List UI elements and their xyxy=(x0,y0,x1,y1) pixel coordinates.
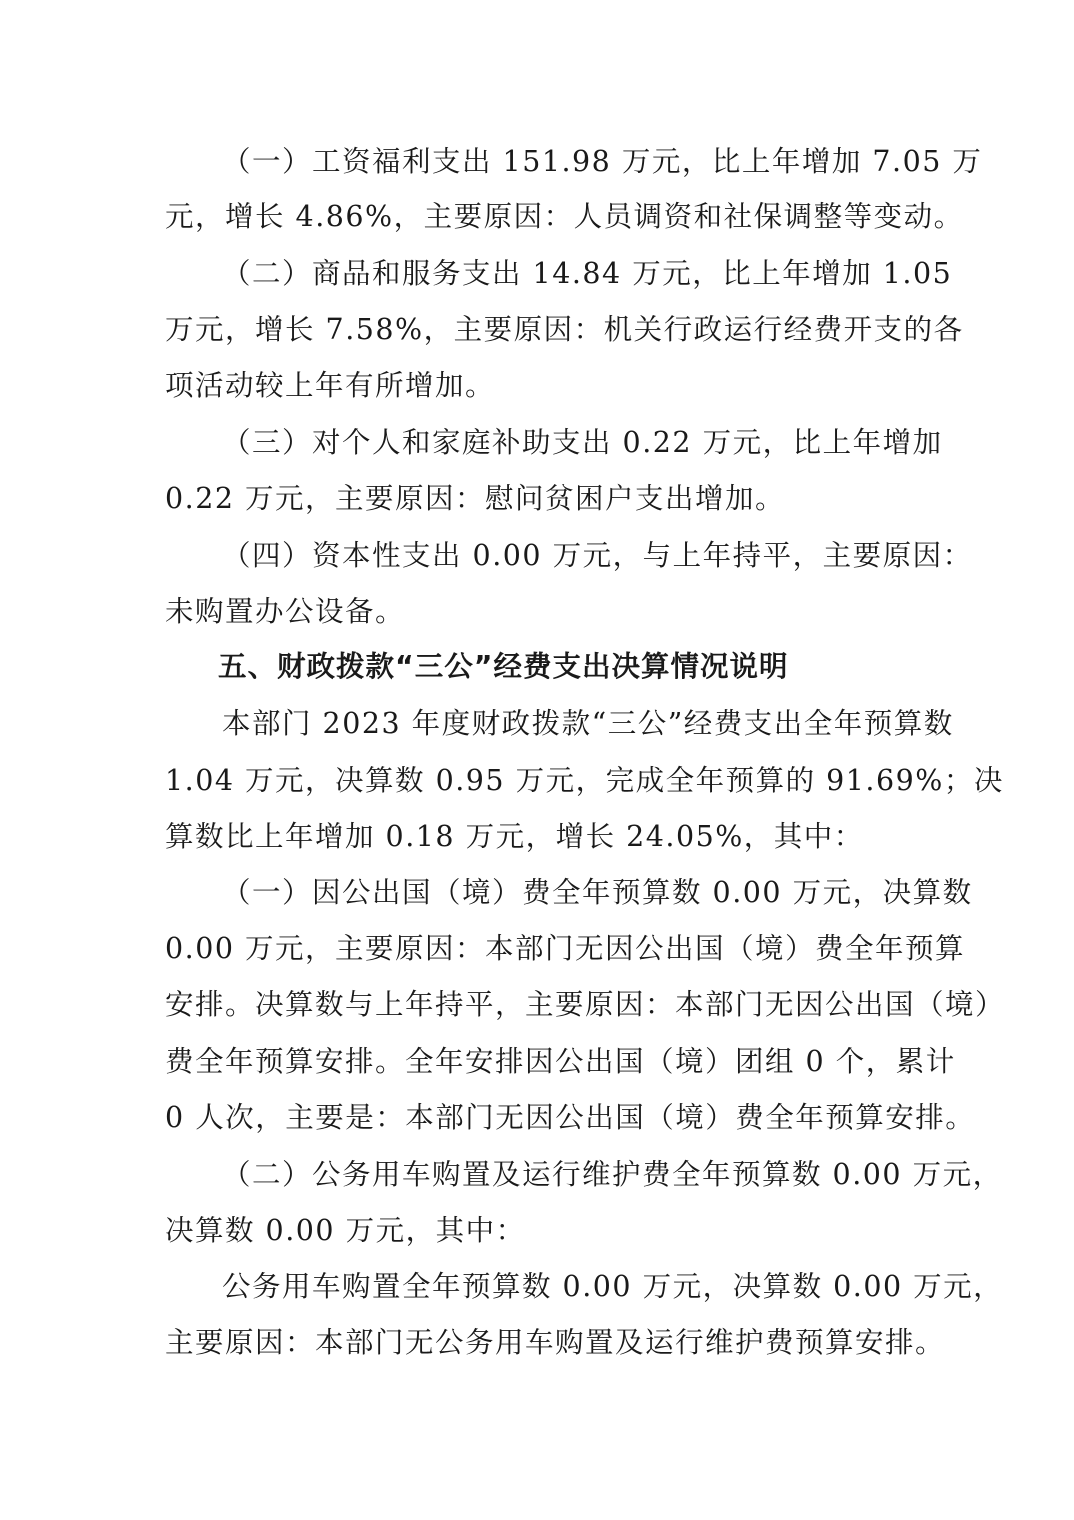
paragraph-line: 0.22 万元，主要原因：慰问贫困户支出增加。 xyxy=(165,482,786,515)
paragraph-line: 主要原因：本部门无公务用车购置及运行维护费预算安排。 xyxy=(165,1326,946,1359)
paragraph-line: 万元，增长 7.58%，主要原因：机关行政运行经费开支的各 xyxy=(165,313,964,346)
paragraph-line: （三）对个人和家庭补助支出 0.22 万元，比上年增加 xyxy=(222,426,943,459)
paragraph-line: 0 人次，主要是：本部门无因公出国（境）费全年预算安排。 xyxy=(165,1101,976,1134)
paragraph-line: （二）商品和服务支出 14.84 万元，比上年增加 1.05 xyxy=(222,257,953,290)
section-heading: 五、财政拨款“三公”经费支出决算情况说明 xyxy=(218,650,789,683)
paragraph-line: 安排。决算数与上年持平，主要原因：本部门无因公出国（境） xyxy=(165,988,1006,1021)
paragraph-line: 公务用车购置全年预算数 0.00 万元，决算数 0.00 万元， xyxy=(222,1270,1004,1303)
paragraph-line: （二）公务用车购置及运行维护费全年预算数 0.00 万元， xyxy=(222,1158,1003,1191)
paragraph-line: （四）资本性支出 0.00 万元，与上年持平，主要原因： xyxy=(222,539,973,572)
paragraph-line: 费全年预算安排。全年安排因公出国（境）团组 0 个，累计 xyxy=(165,1045,956,1078)
paragraph-line: 决算数 0.00 万元，其中： xyxy=(165,1214,526,1247)
paragraph-line: 本部门 2023 年度财政拨款“三公”经费支出全年预算数 xyxy=(222,707,954,740)
paragraph-line: 0.00 万元，主要原因：本部门无因公出国（境）费全年预算 xyxy=(165,932,966,965)
paragraph-line: （一）因公出国（境）费全年预算数 0.00 万元，决算数 xyxy=(222,876,973,909)
paragraph-line: 元，增长 4.86%，主要原因：人员调资和社保调整等变动。 xyxy=(165,200,964,233)
paragraph-line: 1.04 万元，决算数 0.95 万元，完成全年预算的 91.69%；决 xyxy=(165,764,1004,797)
paragraph-line: 算数比上年增加 0.18 万元，增长 24.05%，其中： xyxy=(165,820,864,853)
paragraph-line: （一）工资福利支出 151.98 万元，比上年增加 7.05 万 xyxy=(222,145,983,178)
paragraph-line: 项活动较上年有所增加。 xyxy=(165,369,496,402)
paragraph-line: 未购置办公设备。 xyxy=(165,595,406,628)
